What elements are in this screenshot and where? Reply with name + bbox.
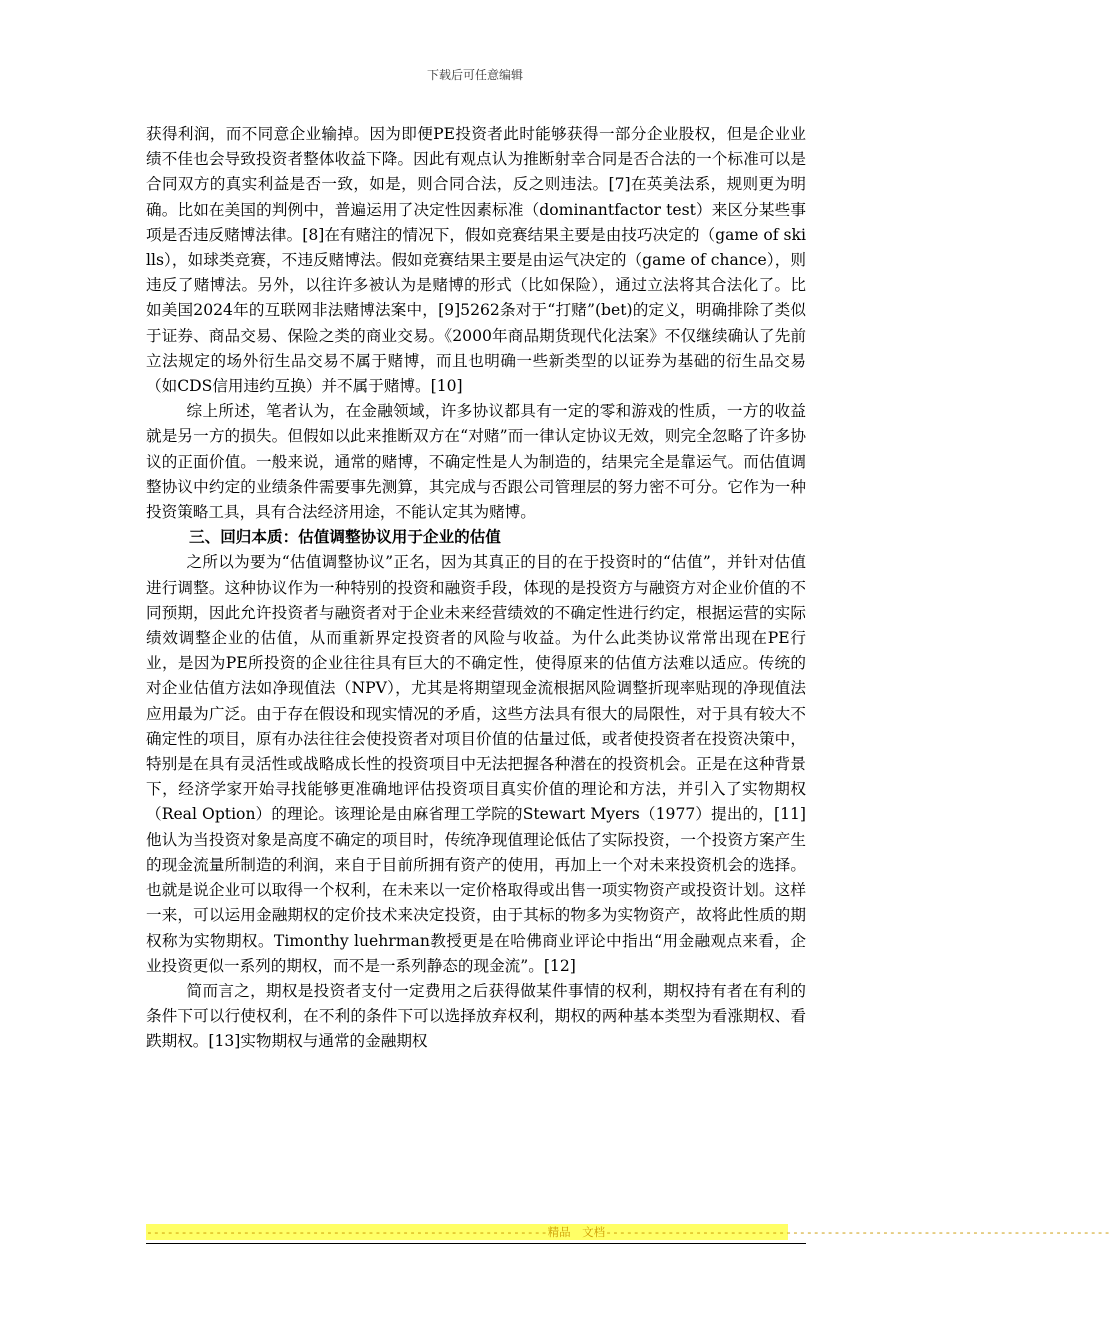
page-header-note: 下载后可任意编辑 [426, 68, 523, 82]
paragraph-1: 获得利润，而不同意企业输掉。因为即便PE投资者此时能够获得一部分企业股权，但是企业业绩不佳也会导致投资者整体收益下降。因此有观点认为推断射幸合同是否合法的一个标准可以是合同双方的真实利益是否一致，如是，则合同合法，反之则违法。[7]在英美法系，规则更为明确。比如在美国的判例中，普遍运用了决定性因素标准（dominantfactor test）来区分某些事项是否违反赌博法律。[8]在有赌注的情况下，假如竞赛结果主要是由技巧决定的（game of skills），如球类竞赛，不违反赌博法。假如竞赛结果主要是由运气决定的（game of chance），则违反了赌博法。另外，以往许多被认为是赌博的形式（比如保险），通过立法将其合法化了。比如美国2024年的互联网非法赌博法案中，[9]5262条对于“打赌”(bet)的定义，明确排除了类似于证券、商品交易、保险之类的商业交易。《2000年商品期货现代化法案》不仅继续确认了先前立法规定的场外衍生品交易不属于赌博，而且也明确一些新类型的以证券为基础的衍生品交易（如CDS信用违约互换）并不属于赌博。[10] [146, 125, 806, 396]
footer-watermark-band: ----------------------------------------------------------精品 文档------------------------------------------------------------------------- [146, 1225, 1111, 1239]
paragraph-2: 综上所述，笔者认为，在金融领域，许多协议都具有一定的零和游戏的性质，一方的收益就是另一方的损失。但假如以此来推断双方在“对赌”而一律认定协议无效，则完全忽略了许多协议的正面价值。一般来说，通常的赌博，不确定性是人为制造的，结果完全是靠运气。而估值调整协议中约定的业绩条件需要事先测算，其完成与否跟公司管理层的努力密不可分。它作为一种投资策略工具，具有合法经济用途，不能认定其为赌博。 [146, 402, 806, 522]
section-heading: 三、回归本质：估值调整协议用于企业的估值 [189, 528, 501, 547]
footer-divider [146, 1243, 806, 1244]
paragraph-3: 之所以为要为“估值调整协议”正名，因为其真正的目的在于投资时的“估值”，并针对估值进行调整。这种协议作为一种特别的投资和融资手段，体现的是投资方与融资方对企业价值的不同预期，因此允许投资者与融资者对于企业未来经营绩效的不确定性进行约定，根据运营的实际绩效调整企业的估值，从而重新界定投资者的风险与收益。为什么此类协议常常出现在PE行业，是因为PE所投资的企业往往具有巨大的不确定性，使得原来的估值方法难以适应。传统的对企业估值方法如净现值法（NPV），尤其是将期望现金流根据风险调整折现率贴现的净现值法应用最为广泛。由于存在假设和现实情况的矛盾，这些方法具有很大的局限性，对于具有较大不确定性的项目，原有办法往往会使投资者对项目价值的估量过低，或者使投资者在投资决策中，特别是在具有灵活性或战略成长性的投资项目中无法把握各种潜在的投资机会。正是在这种背景下，经济学家开始寻找能够更准确地评估投资项目真实价值的理论和方法，并引入了实物期权（Real Option）的理论。该理论是由麻省理工学院的Stewart Myers（1977）提出的，[11]他认为当投资对象是高度不确定的项目时，传统净现值理论低估了实际投资，一个投资方案产生的现金流量所制造的利润，来自于目前所拥有资产的使用，再加上一个对未来投资机会的选择。也就是说企业可以取得一个权利，在未来以一定价格取得或出售一项实物资产或投资计划。这样一来，可以运用金融期权的定价技术来决定投资，由于其标的物多为实物资产，故将此性质的期权称为实物期权。Timonthy luehrman教授更是在哈佛商业评论中指出“用金融观点来看，企业投资更似一系列的期权，而不是一系列静态的现金流”。[12] [146, 553, 806, 975]
document-body [146, 122, 806, 1055]
paragraph-4: 简而言之，期权是投资者支付一定费用之后获得做某件事情的权利，期权持有者在有利的条件下可以行使权利，在不利的条件下可以选择放弃权利，期权的两种基本类型为看涨期权、看跌期权。[13]实物期权与通常的金融期权 [146, 981, 806, 1051]
